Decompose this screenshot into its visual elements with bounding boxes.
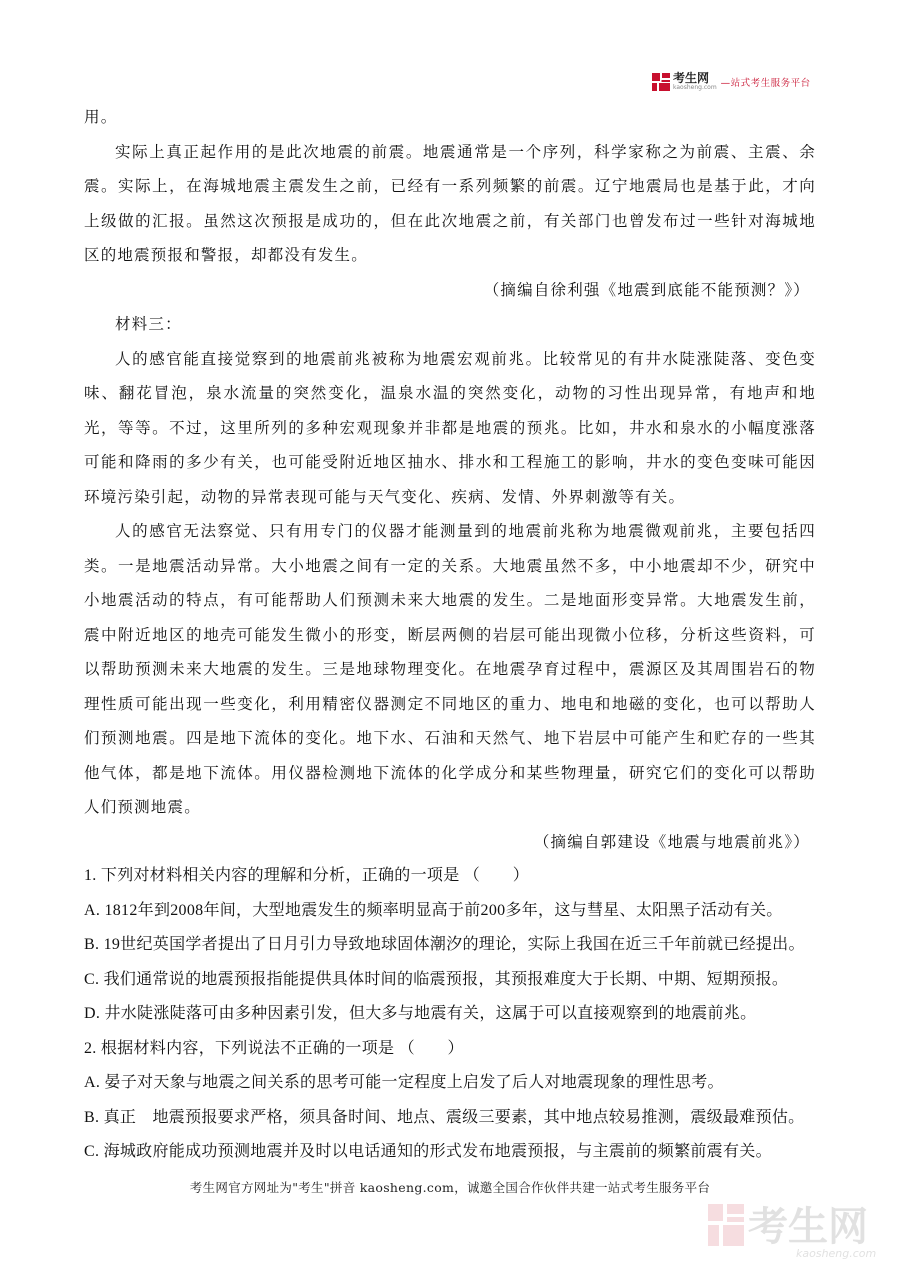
question-1-option-a: A. 1812年到2008年间，大型地震发生的频率明显高于前200多年，这与彗星、太阳黑子活动有关。	[84, 901, 783, 919]
paragraph-foreshock: 实际上真正起作用的是此次地震的前震。地震通常是一个序列，科学家称之为前震、主震、余震。实际上，在海城地震主震发生之前，已经有一系列频繁的前震。辽宁地震局也是基于此，才向上级做的汇报。虽然这次预报是成功的，但在此次地震之前，有关部门也曾发布过一些针对海城地区的地震预报和警报，却都没有发生。	[84, 142, 816, 264]
logo-name: 考生网	[673, 71, 710, 85]
question-2-stem: 2. 根据材料内容，下列说法不正确的一项是 （ ）	[84, 1039, 464, 1057]
paragraph-micro-precursors: 人的感官无法察觉、只有用专门的仪器才能测量到的地震前兆称为地震微观前兆，主要包括四类。一是地震活动异常。大小地震之间有一定的关系。大地震虽然不多，中小地震却不少，研究中小地震活动的特点，有可能帮助人们预测未来大地震的发生。二是地面形变异常。大地震发生前，震中附近地区的地壳可能发生微小的形变，断层两侧的岩层可能出现微小位移，分析这些资料，可以帮助预测未来大地震的发生。三是地球物理变化。在地震孕育过程中，震源区及其周围岩石的物理性质可能出现一些变化，利用精密仪器测定不同地区的重力、地电和地磁的变化，也可以帮助人们预测地震。四是地下流体的变化。地下水、石油和天然气、地下岩层中可能产生和贮存的一些其他气体，都是地下流体。用仪器检测地下流体的化学成分和某些物理量，研究它们的变化可以帮助人们预测地震。	[84, 522, 816, 816]
logo-text	[673, 72, 717, 91]
header-logo	[652, 72, 811, 91]
question-2-option-c: C. 海城政府能成功预测地震并及时以电话通知的形式发布地震预报，与主震前的频繁前震有关。	[84, 1143, 772, 1160]
document-body	[84, 100, 816, 1170]
question-1-option-b: B. 19世纪英国学者提出了日月引力导致地球固体潮汐的理论，实际上我国在近三千年前就已经提出。	[84, 936, 805, 953]
watermark-url: kaosheng.com	[796, 1247, 877, 1260]
watermark-name: 考生网	[748, 1204, 868, 1250]
question-1-option-c: C. 我们通常说的地震预报指能提供具体时间的临震预报，其预报难度大于长期、中期、短期预报。	[84, 970, 789, 988]
paragraph-macro-precursors: 人的感官能直接觉察到的地震前兆被称为地震宏观前兆。比较常见的有井水陡涨陡落、变色变味、翻花冒泡，泉水流量的突然变化，温泉水温的突然变化，动物的习性出现异常，有地声和地光，等等。不过，这里所列的多种宏观现象并非都是地震的预兆。比如，井水和泉水的小幅度涨落可能和降雨的多少有关，也可能受附近地区抽水、排水和工程施工的影响，井水的变色变味可能因环境污染引起，动物的异常表现可能与天气变化、疾病、发情、外界刺激等有关。	[84, 349, 816, 506]
watermark	[708, 1204, 877, 1260]
paragraph-continuation: 用。	[84, 108, 118, 126]
question-2-option-b: B. 真正 地震预报要求严格，须具备时间、地点、震级三要素，其中地点较易推测，震级最难预估。	[84, 1108, 805, 1126]
question-2-option-a: A. 晏子对天象与地震之间关系的思考可能一定程度上启发了后人对地震现象的理性思考。	[84, 1074, 724, 1091]
source-citation-guo: （摘编自郭建设《地震与地震前兆》）	[533, 832, 810, 851]
logo-url: kaosheng.com	[673, 84, 717, 91]
material-three-heading: 材料三：	[115, 315, 182, 333]
question-1-stem: 1. 下列对材料相关内容的理解和分析，正确的一项是 （ ）	[84, 867, 530, 884]
source-citation-xu: （摘编自徐利强《地震到底能不能预测？》）	[483, 280, 810, 299]
kaosheng-logo-icon	[652, 73, 670, 91]
question-1-option-d: D. 井水陡涨陡落可由多种因素引发，但大多与地震有关，这属于可以直接观察到的地震前兆。	[84, 1005, 757, 1022]
watermark-logo-icon	[708, 1204, 744, 1250]
header-slogan: —站式考生服务平台	[720, 77, 811, 89]
page-footer: 考生网官方网址为"考生"拼音 kaosheng.com，诚邀全国合作伙伴共建一站式考生服务平台	[189, 1180, 711, 1195]
